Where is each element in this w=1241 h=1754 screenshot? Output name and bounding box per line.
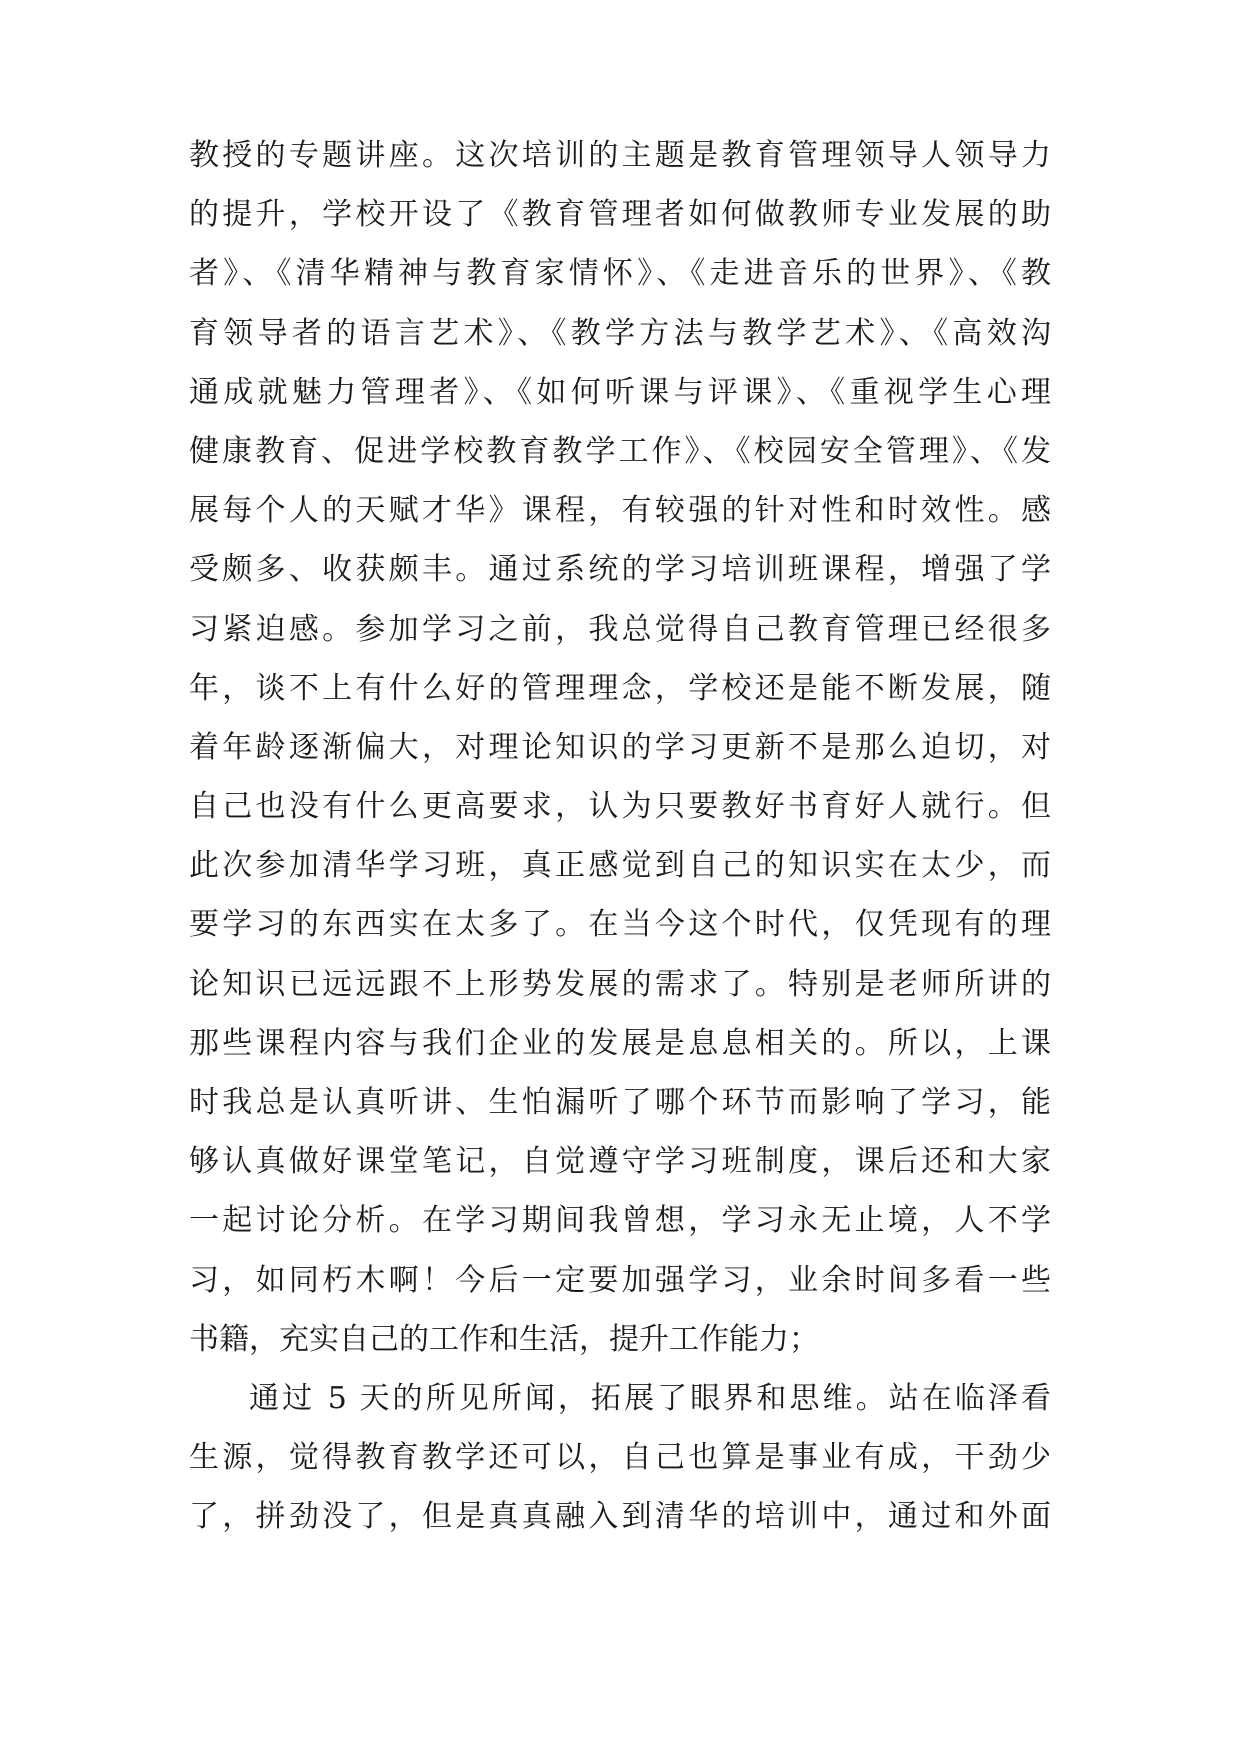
text-line: 论知识已远远跟不上形势发展的需求了。特别是老师所讲的 (189, 966, 1051, 1002)
text-line: 者》、《清华精神与教育家情怀》、《走进音乐的世界》、《教 (189, 256, 1051, 292)
text-line: 着年龄逐渐偏大，对理论知识的学习更新不是那么迫切，对 (189, 729, 1051, 765)
text-line: 受颇多、收获颇丰。通过系统的学习培训班课程，增强了学 (189, 552, 1051, 588)
paragraph-2 (189, 1369, 1051, 1547)
text-line: 通过 5 天的所见所闻，拓展了眼界和思维。站在临泽看 (249, 1380, 1051, 1416)
text-line: 健康教育、促进学校教育教学工作》、《校园安全管理》、《发 (189, 433, 1051, 469)
paragraph-1 (189, 126, 1051, 1369)
text-line: 通成就魅力管理者》、《如何听课与评课》、《重视学生心理 (189, 374, 1051, 410)
text-line: 时我总是认真听讲、生怕漏听了哪个环节而影响了学习，能 (189, 1085, 1051, 1120)
text-line: 那些课程内容与我们企业的发展是息息相关的。所以，上课 (189, 1025, 1051, 1061)
text-line: 要学习的东西实在太多了。在当今这个时代，仅凭现有的理 (189, 907, 1051, 943)
text-line: 书籍，充实自己的工作和生活，提升工作能力； (189, 1321, 819, 1357)
text-line: 习紧迫感。参加学习之前，我总觉得自己教育管理已经很多 (189, 611, 1051, 647)
text-line: 教授的专题讲座。这次培训的主题是教育管理领导人领导力 (189, 138, 1051, 173)
text-line: 一起讨论分析。在学习期间我曾想，学习永无止境，人不学 (189, 1203, 1051, 1239)
text-line: 够认真做好课堂笔记，自觉遵守学习班制度，课后还和大家 (189, 1144, 1051, 1180)
text-line: 生源，觉得教育教学还可以，自己也算是事业有成，干劲少 (189, 1440, 1051, 1476)
text-line: 此次参加清华学习班，真正感觉到自己的知识实在太少，而 (189, 848, 1051, 884)
text-line: 了，拼劲没了，但是真真融入到清华的培训中，通过和外面 (189, 1499, 1051, 1535)
text-line: 展每个人的天赋才华》课程，有较强的针对性和时效性。感 (189, 493, 1051, 529)
text-line: 的提升，学校开设了《教育管理者如何做教师专业发展的助 (189, 197, 1051, 233)
text-line: 习，如同朽木啊！今后一定要加强学习，业余时间多看一些 (189, 1262, 1051, 1298)
text-line: 年，谈不上有什么好的管理理念，学校还是能不断发展，随 (189, 670, 1051, 706)
text-line: 自己也没有什么更高要求，认为只要教好书育好人就行。但 (189, 789, 1051, 825)
document-body (189, 126, 1051, 1547)
text-line: 育领导者的语言艺术》、《教学方法与教学艺术》、《高效沟 (189, 315, 1051, 351)
